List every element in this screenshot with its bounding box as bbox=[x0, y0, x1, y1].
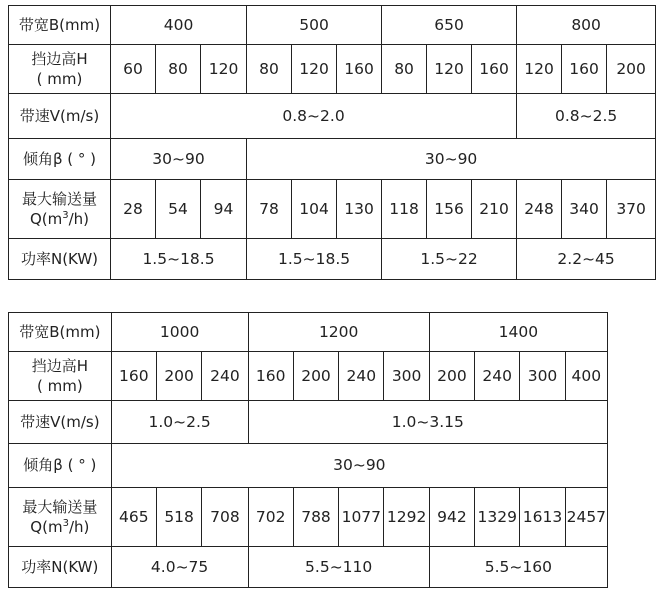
row-label-line: /h) bbox=[68, 518, 90, 536]
row-label-line: Q(m bbox=[29, 210, 63, 228]
capacity-cell: 708 bbox=[202, 488, 248, 547]
row-label-line: /h) bbox=[68, 210, 90, 228]
belt-width-cell: 500 bbox=[247, 6, 382, 45]
capacity-cell: 1077 bbox=[339, 488, 384, 547]
edge-height-cell: 240 bbox=[339, 352, 384, 401]
row-label bbox=[9, 180, 111, 239]
power-row bbox=[9, 547, 608, 588]
row-label: 功率N(KW) bbox=[9, 547, 112, 588]
edge-height-cell: 80 bbox=[247, 45, 292, 94]
belt-width-cell: 1000 bbox=[111, 313, 248, 352]
capacity-cell: 942 bbox=[429, 488, 474, 547]
row-label: 功率N(KW) bbox=[9, 239, 111, 280]
row-label-line: 最大输送量 bbox=[21, 189, 97, 208]
edge-height-cell: 80 bbox=[382, 45, 427, 94]
row-label-line: 挡边高H bbox=[31, 49, 88, 68]
belt-width-row bbox=[9, 6, 656, 45]
edge-height-cell: 200 bbox=[607, 45, 656, 94]
row-label: 带速V(m/s) bbox=[9, 401, 112, 444]
edge-height-cell: 240 bbox=[475, 352, 520, 401]
capacity-cell: 130 bbox=[337, 180, 382, 239]
capacity-cell: 518 bbox=[156, 488, 201, 547]
edge-height-cell: 160 bbox=[111, 352, 156, 401]
capacity-cell: 104 bbox=[292, 180, 337, 239]
row-label-line: 最大输送量 bbox=[22, 497, 98, 516]
power-cell: 4.0~75 bbox=[111, 547, 248, 588]
row-label: 带宽B(mm) bbox=[9, 6, 111, 45]
power-cell: 1.5~22 bbox=[382, 239, 517, 280]
capacity-cell: 28 bbox=[111, 180, 156, 239]
row-label bbox=[9, 45, 111, 94]
superscript: 3 bbox=[62, 518, 69, 529]
edge-height-cell: 120 bbox=[427, 45, 472, 94]
row-label-line: 挡边高H bbox=[31, 356, 88, 375]
belt-width-cell: 800 bbox=[517, 6, 656, 45]
capacity-cell: 1329 bbox=[475, 488, 520, 547]
edge-height-cell: 240 bbox=[202, 352, 248, 401]
row-label-line: Q(m bbox=[30, 518, 63, 536]
edge-height-cell: 300 bbox=[384, 352, 429, 401]
edge-height-cell: 160 bbox=[562, 45, 607, 94]
speed-row bbox=[9, 94, 656, 139]
speed-cell: 1.0~3.15 bbox=[248, 401, 607, 444]
capacity-cell: 702 bbox=[248, 488, 293, 547]
edge-height-cell: 200 bbox=[293, 352, 338, 401]
capacity-cell: 210 bbox=[472, 180, 517, 239]
capacity-row bbox=[9, 180, 656, 239]
row-label bbox=[9, 352, 112, 401]
row-label-line: ( mm) bbox=[36, 377, 83, 395]
speed-cell: 1.0~2.5 bbox=[111, 401, 248, 444]
power-cell: 5.5~110 bbox=[248, 547, 429, 588]
edge-height-cell: 400 bbox=[565, 352, 607, 401]
angle-cell: 30~90 bbox=[111, 139, 247, 180]
power-cell: 1.5~18.5 bbox=[247, 239, 382, 280]
capacity-cell: 54 bbox=[156, 180, 201, 239]
power-cell: 5.5~160 bbox=[429, 547, 607, 588]
edge-height-cell: 120 bbox=[517, 45, 562, 94]
capacity-cell: 78 bbox=[247, 180, 292, 239]
speed-cell: 0.8~2.0 bbox=[111, 94, 517, 139]
capacity-cell: 340 bbox=[562, 180, 607, 239]
edge-height-cell: 160 bbox=[472, 45, 517, 94]
angle-cell: 30~90 bbox=[111, 444, 607, 488]
edge-height-cell: 300 bbox=[520, 352, 565, 401]
row-label bbox=[9, 488, 112, 547]
capacity-row bbox=[9, 488, 608, 547]
capacity-cell: 465 bbox=[111, 488, 156, 547]
capacity-cell: 156 bbox=[427, 180, 472, 239]
edge-height-cell: 200 bbox=[429, 352, 474, 401]
superscript: 3 bbox=[62, 210, 69, 221]
speed-cell: 0.8~2.5 bbox=[517, 94, 656, 139]
capacity-cell: 248 bbox=[517, 180, 562, 239]
power-cell: 1.5~18.5 bbox=[111, 239, 247, 280]
row-label: 带速V(m/s) bbox=[9, 94, 111, 139]
belt-width-cell: 650 bbox=[382, 6, 517, 45]
edge-height-cell: 120 bbox=[201, 45, 247, 94]
capacity-cell: 2457 bbox=[565, 488, 607, 547]
belt-width-cell: 400 bbox=[111, 6, 247, 45]
edge-height-row bbox=[9, 352, 608, 401]
row-label: 倾角β ( ° ) bbox=[9, 139, 111, 180]
edge-height-cell: 160 bbox=[248, 352, 293, 401]
row-label-line: ( mm) bbox=[36, 70, 83, 88]
power-cell: 2.2~45 bbox=[517, 239, 656, 280]
edge-height-cell: 60 bbox=[111, 45, 156, 94]
capacity-cell: 94 bbox=[201, 180, 247, 239]
capacity-cell: 788 bbox=[293, 488, 338, 547]
spec-table-1 bbox=[8, 5, 656, 280]
belt-width-cell: 1400 bbox=[429, 313, 607, 352]
edge-height-cell: 160 bbox=[337, 45, 382, 94]
capacity-cell: 118 bbox=[382, 180, 427, 239]
row-label: 带宽B(mm) bbox=[9, 313, 112, 352]
angle-row bbox=[9, 444, 608, 488]
capacity-cell: 370 bbox=[607, 180, 656, 239]
belt-width-cell: 1200 bbox=[248, 313, 429, 352]
edge-height-cell: 200 bbox=[156, 352, 201, 401]
edge-height-cell: 80 bbox=[156, 45, 201, 94]
capacity-cell: 1613 bbox=[520, 488, 565, 547]
edge-height-cell: 120 bbox=[292, 45, 337, 94]
spec-table-2 bbox=[8, 312, 608, 588]
edge-height-row bbox=[9, 45, 656, 94]
row-label: 倾角β ( ° ) bbox=[9, 444, 112, 488]
angle-row bbox=[9, 139, 656, 180]
capacity-cell: 1292 bbox=[384, 488, 429, 547]
power-row bbox=[9, 239, 656, 280]
angle-cell: 30~90 bbox=[247, 139, 656, 180]
belt-width-row bbox=[9, 313, 608, 352]
speed-row bbox=[9, 401, 608, 444]
